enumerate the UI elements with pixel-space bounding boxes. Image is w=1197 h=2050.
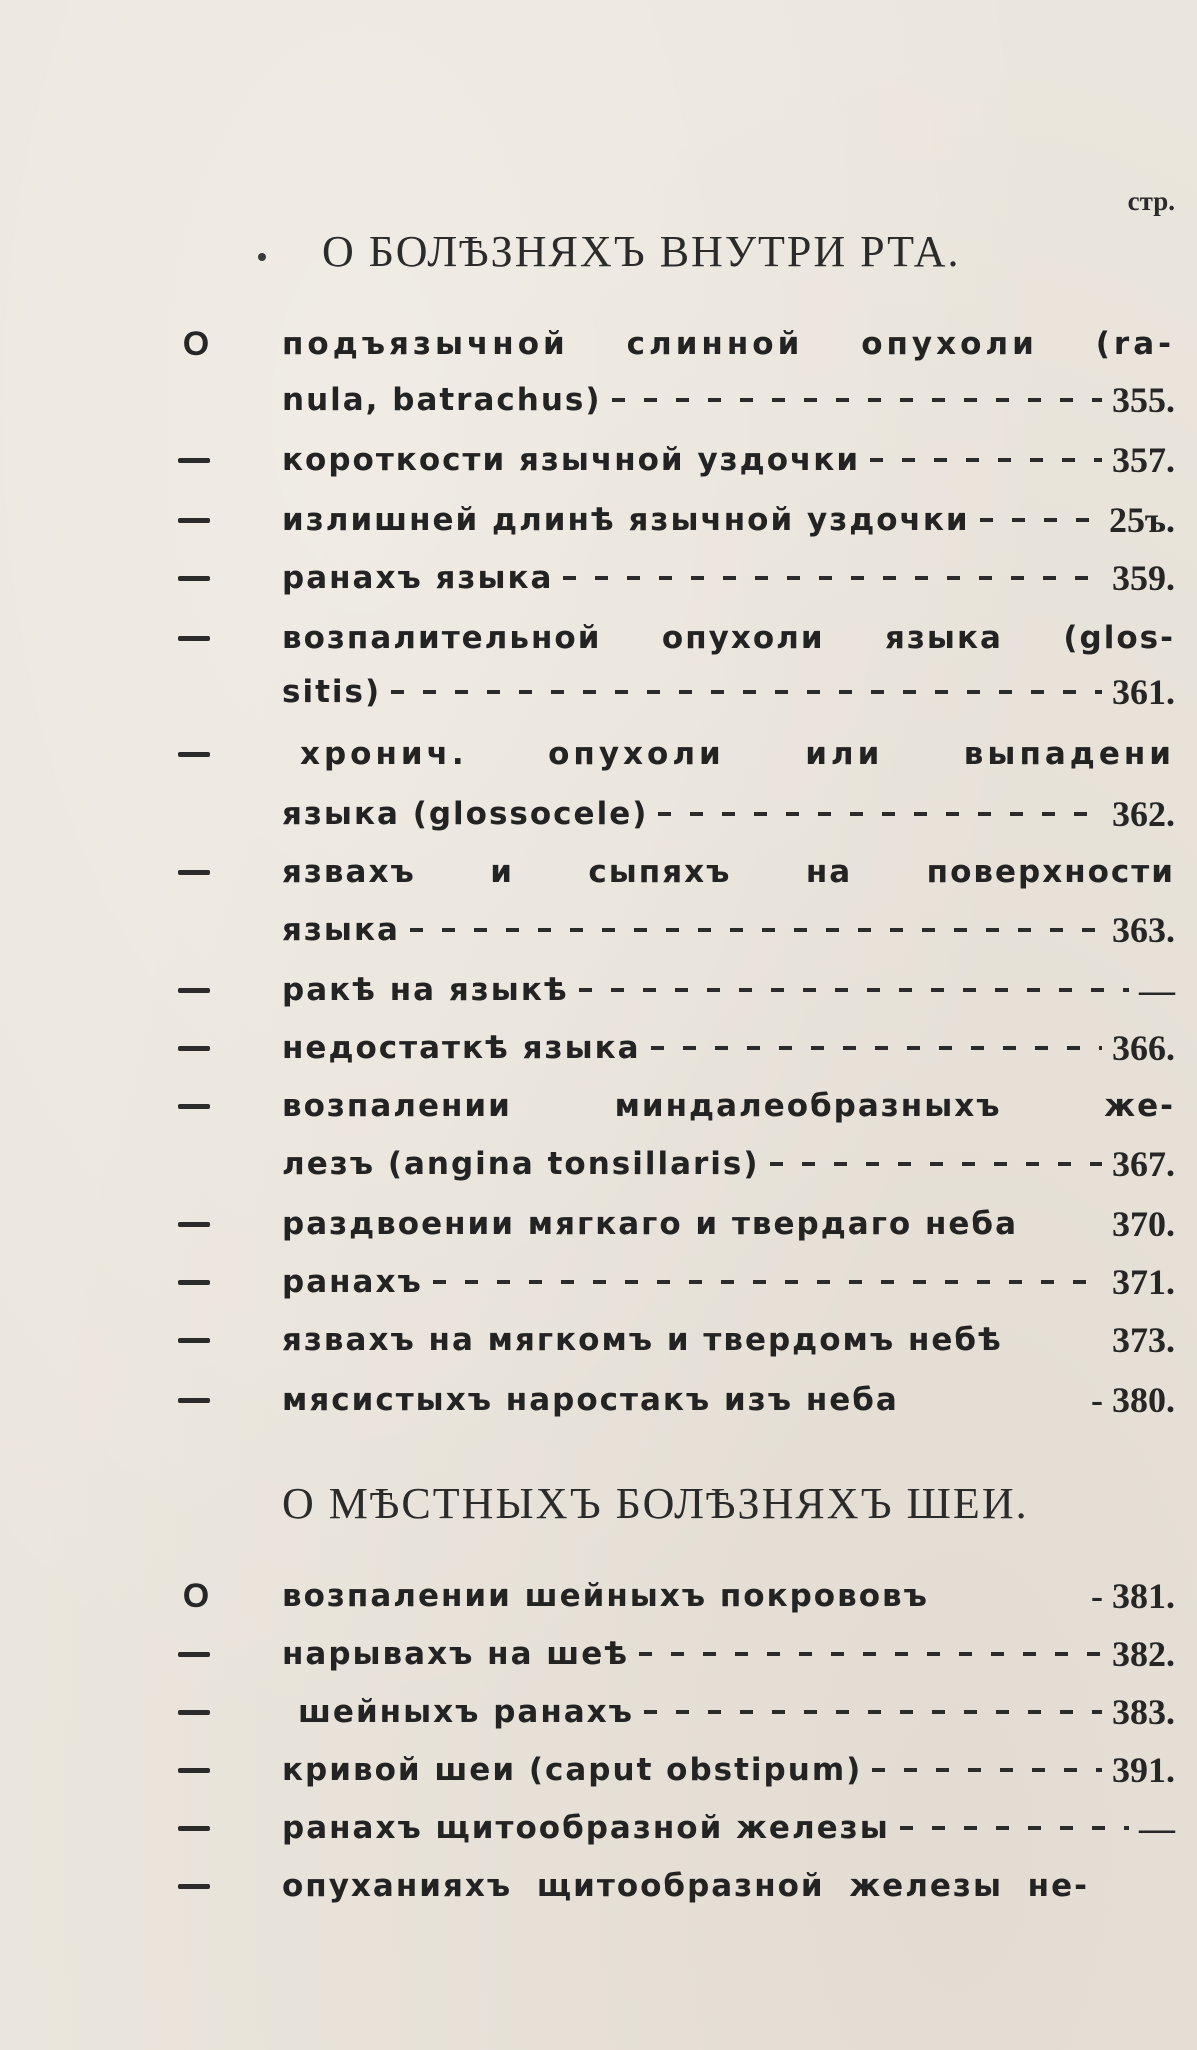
row-marker-dash — [178, 576, 210, 581]
toc-page-number: 25ъ. — [1109, 500, 1175, 540]
page-column-header: стр. — [1127, 186, 1175, 216]
toc-entry-text: язвахъ и сыпяхъ на поверхности — [282, 854, 1175, 890]
row-marker-dash — [178, 1826, 210, 1831]
toc-row — [0, 610, 1197, 666]
toc-row — [0, 902, 1197, 958]
toc-entry-text: ранахъ — [282, 1264, 423, 1300]
row-marker-dash — [178, 988, 210, 993]
toc-entry-text: подъязычной слинной опухоли (ra- — [282, 326, 1175, 362]
toc-entry-text: языка — [282, 912, 400, 948]
row-marker-dash — [178, 1338, 210, 1343]
toc-page-number: - 381. — [1091, 1576, 1175, 1616]
row-marker-dash — [178, 1046, 210, 1051]
toc-row — [0, 1020, 1197, 1076]
toc-page-number: 355. — [1112, 380, 1175, 420]
dot-leader — [410, 928, 1102, 932]
toc-row — [0, 1136, 1197, 1192]
toc-page-number: 370. — [1112, 1204, 1175, 1244]
toc-entry-text: nula, batrachus) — [282, 382, 602, 418]
dot-leader — [651, 1046, 1102, 1050]
row-marker-dash — [178, 518, 210, 523]
toc-page-number: 359. — [1112, 558, 1175, 598]
toc-row — [0, 1742, 1197, 1798]
toc-entry-text: возпалительной опухоли языка (glos- — [282, 620, 1175, 656]
toc-entry-text: лезъ (angina tonsillaris) — [282, 1146, 760, 1182]
dot-leader — [658, 812, 1102, 816]
toc-page-number: — — [1139, 1808, 1175, 1848]
toc-entry-text: язвахъ на мягкомъ и твердомъ небѣ — [282, 1322, 1003, 1358]
row-marker-dash — [178, 1652, 210, 1657]
toc-entry-text: раздвоении мягкаго и твердаго неба — [282, 1206, 1018, 1242]
toc-row — [0, 550, 1197, 606]
row-marker-dash — [178, 458, 210, 463]
row-marker-dash — [178, 752, 210, 757]
row-marker-o: О — [182, 324, 210, 363]
dot-leader — [579, 988, 1129, 992]
row-marker-dash — [178, 1884, 210, 1889]
toc-entry-text: языка (glossocele) — [282, 796, 649, 832]
row-marker-dash — [178, 1280, 210, 1285]
toc-page-number: 373. — [1112, 1320, 1175, 1360]
dot-leader — [770, 1162, 1102, 1166]
row-marker-dash — [178, 1768, 210, 1773]
dot-leader — [612, 398, 1102, 402]
toc-entry-text: опуханияхъ щитообразной железы не- — [282, 1868, 1089, 1904]
toc-row — [0, 1196, 1197, 1252]
toc-row — [0, 1372, 1197, 1428]
toc-page-number: 361. — [1112, 672, 1175, 712]
dot-leader — [433, 1280, 1102, 1284]
toc-row — [0, 726, 1197, 782]
toc-page-number: 363. — [1112, 910, 1175, 950]
row-marker-dash — [178, 636, 210, 641]
toc-row — [0, 1684, 1197, 1740]
toc-row — [0, 492, 1197, 548]
dot-leader — [870, 458, 1102, 462]
toc-row — [0, 372, 1197, 428]
toc-entry-text: мясистыхъ наростакъ изъ неба — [282, 1382, 899, 1418]
toc-row — [0, 1078, 1197, 1134]
toc-page-number: - 380. — [1091, 1380, 1175, 1420]
toc-row — [0, 316, 1197, 372]
toc-entry-text: возпалении миндалеобразныхъ же- — [282, 1088, 1175, 1124]
toc-row — [0, 1254, 1197, 1310]
row-marker-dash — [178, 1222, 210, 1227]
toc-page-number: — — [1139, 970, 1175, 1010]
toc-row — [0, 844, 1197, 900]
toc-row — [0, 1858, 1197, 1914]
row-marker-dash — [178, 1398, 210, 1403]
toc-entry-text: нарывахъ на шеѣ — [282, 1636, 630, 1672]
dot-leader — [563, 576, 1102, 580]
toc-row — [0, 1800, 1197, 1856]
row-marker-dash — [178, 870, 210, 875]
toc-row — [0, 1568, 1197, 1624]
toc-row — [0, 664, 1197, 720]
toc-entry-text: излишней длинѣ язычной уздочки — [282, 502, 970, 538]
dot-leader — [644, 1710, 1102, 1714]
toc-page-number: 371. — [1112, 1262, 1175, 1302]
toc-row — [0, 786, 1197, 842]
toc-page-number: 366. — [1112, 1028, 1175, 1068]
section-title-neck: О МѢСТНЫХЪ БОЛѢЗНЯХЪ ШЕИ. — [282, 1479, 1029, 1528]
row-marker-o: О — [182, 1576, 210, 1615]
toc-page-number: 391. — [1112, 1750, 1175, 1790]
toc-page-number: 357. — [1112, 440, 1175, 480]
dot-leader — [980, 518, 1099, 522]
toc-page-number: 362. — [1112, 794, 1175, 834]
row-marker-dash — [178, 1710, 210, 1715]
toc-page-number: 382. — [1112, 1634, 1175, 1674]
toc-entry-text: кривой шеи (caput obstipum) — [282, 1752, 863, 1788]
toc-page-number: 383. — [1112, 1692, 1175, 1732]
toc-entry-text: шейныхъ ранахъ — [298, 1694, 634, 1730]
toc-entry-text: ранахъ щитообразной железы — [282, 1810, 890, 1846]
section-title-mouth: О БОЛѢЗНЯХЪ ВНУТРИ РТА. — [322, 227, 961, 276]
toc-row — [0, 962, 1197, 1018]
dot-leader — [639, 1652, 1102, 1656]
toc-entry-text: ракѣ на языкѣ — [282, 972, 569, 1008]
dot-leader — [391, 690, 1102, 694]
toc-entry-text: хронич. опухоли или выпадени — [300, 736, 1175, 772]
toc-entry-text: sitis) — [282, 674, 382, 710]
dot-leader — [900, 1826, 1129, 1830]
toc-entry-text: недостаткѣ языка — [282, 1030, 641, 1066]
toc-entry-text: короткости язычной уздочки — [282, 442, 861, 478]
toc-row — [0, 1626, 1197, 1682]
toc-entry-text: возпалении шейныхъ покрововъ — [282, 1578, 929, 1614]
toc-row — [0, 432, 1197, 488]
toc-page-number: 367. — [1112, 1144, 1175, 1184]
toc-entry-text: ранахъ языка — [282, 560, 554, 596]
dot-leader — [872, 1768, 1102, 1772]
row-marker-dash — [178, 1104, 210, 1109]
toc-row — [0, 1312, 1197, 1368]
